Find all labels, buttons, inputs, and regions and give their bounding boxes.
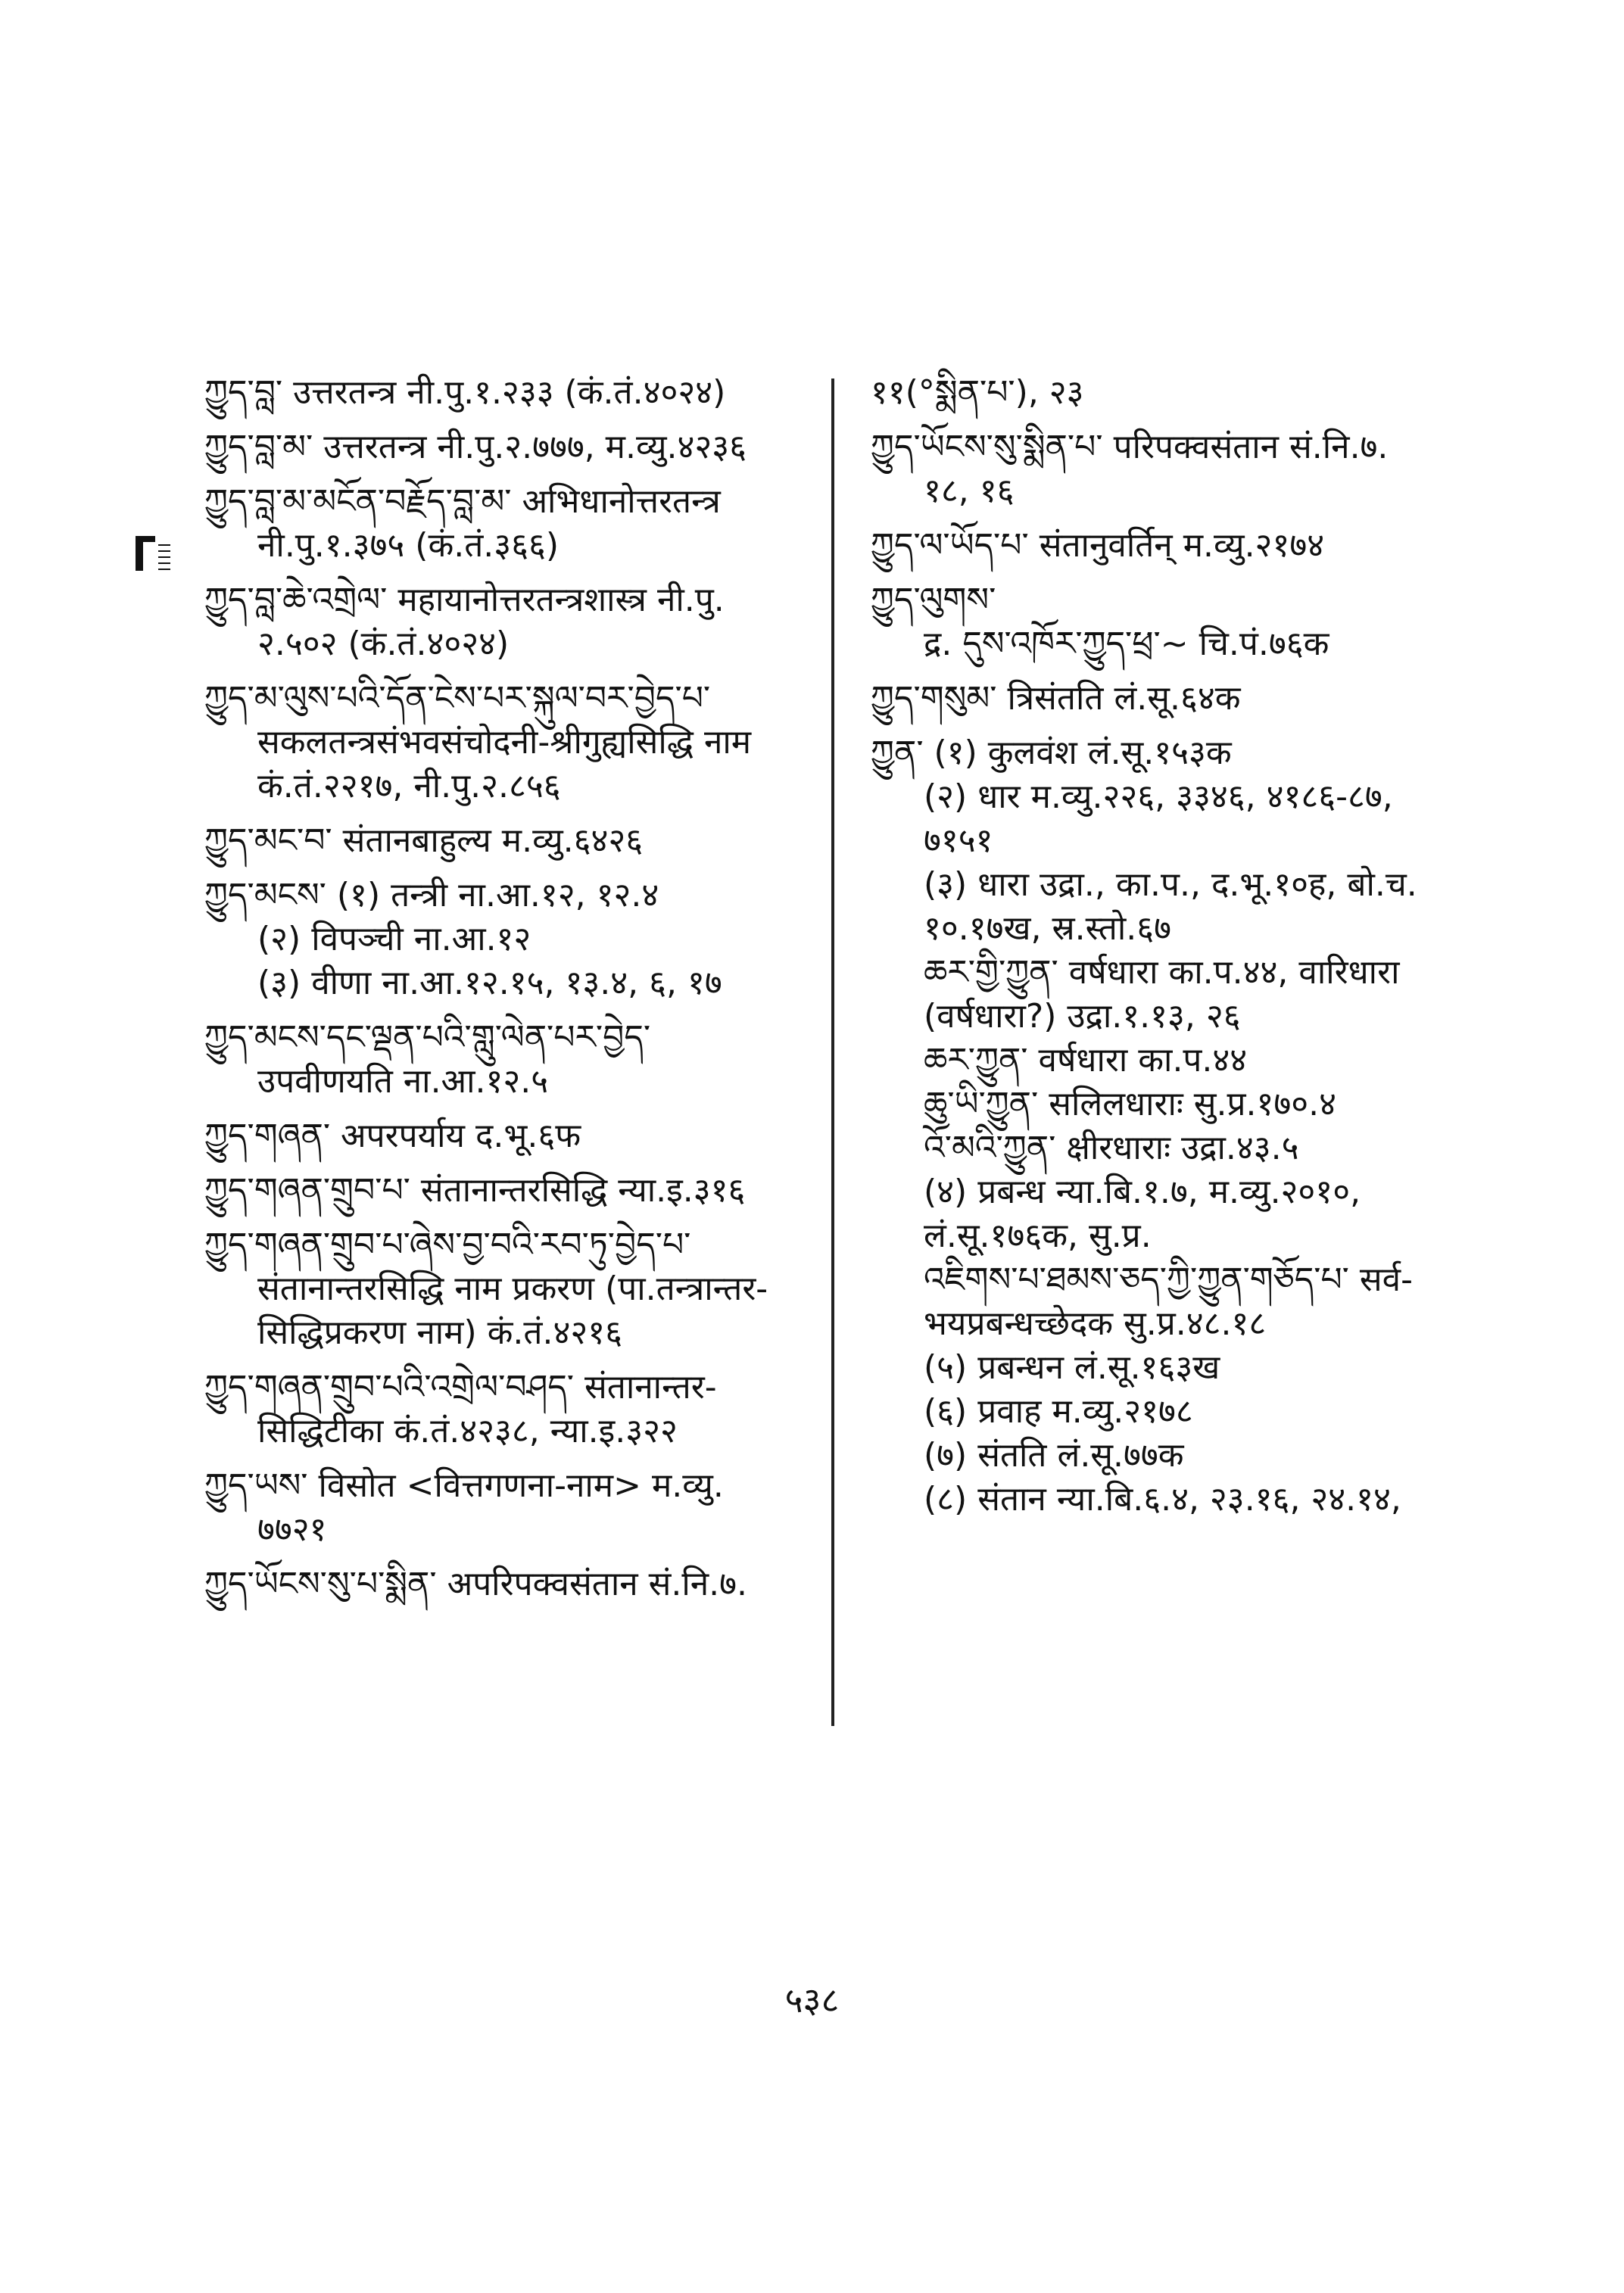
entry-continuation: (३) वीणा ना.आ.१२.१५, १३.४, ६, १७ <box>257 964 722 1002</box>
entry-headline: ཀྱུད་གསུམ་ त्रिसंतति लं.सू.६४क <box>871 679 1241 718</box>
entry-headline: ཀྱུད་ཡོངས་སུ་པ་སྨིན་ अपरिपक्वसंतान सं.नि.७. <box>204 1565 748 1603</box>
margin-tab-mark <box>132 530 178 590</box>
entry-headline: ཀྱུད་ཡོངས་སུ་སྨིན་པ་ परिपक्वसंतान सं.नि.७. <box>871 428 1389 466</box>
dictionary-entry <box>871 731 1476 1522</box>
entry-headline: ཀྱུད་བླ་ उत्तरतन्त्र नी.पु.१.२३३ (कं.तं.४०२४) <box>204 373 726 412</box>
entry-continuation: भयप्रबन्धच्छेदक सु.प्र.४८.१८ <box>924 1304 1267 1343</box>
entry-headline: ཀྱུད་བླ་མ་མངོན་བརྗོད་བླ་མ་ अभिधानोत्तरतन्त्र <box>204 482 721 521</box>
entry-headline: ཀྱུད་མངས་ (१) तन्त्री ना.आ.१२, १२.४ <box>204 876 659 914</box>
entry-continuation: नी.पु.१.३७५ (कं.तं.३६६) <box>257 526 560 565</box>
entry-headline: ཀྱུད་གཞན་གྲུབ་པ་ संतानान्तरसिद्धि न्या.इ.३१६ <box>204 1171 746 1210</box>
entry-headline: ཀྱུད་མང་བ་ संतानबाहुल्य म.व्यु.६४२६ <box>204 821 644 860</box>
dictionary-entry <box>871 524 1476 568</box>
entry-continuation: ཆར་གྱི་ཀྱུན་ वर्षधारा का.प.४४, वारिधारा <box>924 953 1400 992</box>
entry-headline: ཀྱུད་གཞན་གྲུབ་པའི་འགྲེལ་བཤད་ संतानान्तर- <box>204 1368 717 1407</box>
dictionary-entry <box>871 371 1476 415</box>
entry-headline: ཀྱུད་ཡས་ विसोत <वित्तगणना-नाम> म.व्यु. <box>204 1466 724 1505</box>
dictionary-entry <box>204 874 803 1005</box>
dictionary-entry <box>871 677 1476 721</box>
entry-headline: ཀྱུད་གཞན་གྲུབ་པ་ཞེས་བྱ་བའི་རབ་ཏུ་བྱེད་པ་ <box>204 1226 691 1264</box>
dictionary-entry <box>204 819 803 863</box>
dictionary-entry <box>871 425 1476 513</box>
entry-headline: ཀྱུད་བླ་མ་ उत्तरतन्त्र नी.पु.२.७७७, म.व्यु.४२३६ <box>204 428 747 466</box>
entry-headline: ཀྱུད་མངས་དང་ལྡན་པའི་གླུ་ལེན་པར་བྱེད་ <box>204 1018 651 1057</box>
page-number: ५३८ <box>784 1980 840 2020</box>
entry-continuation: कं.तं.२२१७, नी.पु.२.८५६ <box>257 767 561 805</box>
entry-headline: ཀྱུད་བླ་ཆེ་འགྲེལ་ महायानोत्तरतन्त्रशास्त्र नी.पु. <box>204 581 725 619</box>
entry-continuation: འཇིགས་པ་ཐམས་ཅད་ཀྱི་ཀྱུན་གཅོད་པ་ सर्व- <box>924 1260 1413 1299</box>
dictionary-entry <box>204 1464 803 1552</box>
entry-continuation: लं.सू.१७६क, सु.प्र. <box>924 1217 1152 1255</box>
left-column <box>204 371 803 1617</box>
entry-continuation: सिद्धिटीका कं.तं.४२३८, न्या.इ.३२२ <box>257 1412 678 1450</box>
entry-continuation: (८) संतान न्या.बि.६.४, २३.१६, २४.१४, <box>924 1480 1401 1519</box>
entry-continuation: (७) संतति लं.सू.७७क <box>924 1436 1184 1475</box>
dictionary-entry <box>204 1016 803 1104</box>
entry-continuation: ७१५१ <box>924 821 993 860</box>
entry-headline: ཀྱུད་ལ་ཡོད་པ་ संतानुवर्तिन् म.व्यु.२१७४ <box>871 526 1325 565</box>
entry-continuation: ཆར་ཀྱུན་ वर्षधारा का.प.४४ <box>924 1041 1248 1080</box>
entry-headline: ཀྱུད་ལུགས་ <box>871 581 996 619</box>
entry-continuation: ७७२१ <box>257 1510 327 1549</box>
right-column <box>871 371 1476 1532</box>
entry-continuation: (२) विपञ्ची ना.आ.१२ <box>257 920 531 958</box>
dictionary-entry <box>204 677 803 808</box>
column-divider <box>831 379 834 1726</box>
entry-continuation: ཆུ་ཡི་ཀྱུན་ सलिलधाराः सु.प्र.१७०.४ <box>924 1085 1337 1123</box>
dictionary-entry <box>204 425 803 469</box>
entry-continuation: (३) धारा उद्रा., का.प., द.भू.१०ह, बो.च. <box>924 865 1417 904</box>
entry-continuation: (२) धार म.व्यु.२२६, ३३४६, ४१८६-८७, <box>924 777 1393 816</box>
entry-continuation: १८, १६ <box>924 472 1015 510</box>
dictionary-entry <box>204 371 803 415</box>
dictionary-entry <box>204 1366 803 1453</box>
entry-continuation: १०.१७ख, स्र.स्तो.६७ <box>924 909 1171 948</box>
entry-continuation: द्र. དུས་འཁོར་ཀྱུད་ཕྲ་~ चि.पं.७६क <box>924 625 1329 663</box>
entry-continuation: २.५०२ (कं.तं.४०२४) <box>257 625 510 663</box>
entry-continuation: (वर्षधारा?) उद्रा.१.१३, २६ <box>924 997 1241 1036</box>
dictionary-entry <box>204 480 803 568</box>
entry-continuation: सकलतन्त्रसंभवसंचोदनी-श्रीगुह्यसिद्धि नाम <box>257 723 752 762</box>
dictionary-entry <box>204 1223 803 1355</box>
dictionary-entry <box>871 578 1476 666</box>
entry-continuation: (५) प्रबन्धन लं.सू.१६३ख <box>924 1348 1220 1387</box>
entry-continuation: (४) प्रबन्ध न्या.बि.१.७, म.व्यु.२०१०, <box>924 1173 1361 1211</box>
dictionary-entry <box>204 1169 803 1213</box>
entry-headline: ཀྱུད་གཞན་ अपरपर्याय द.भू.६फ <box>204 1117 581 1155</box>
entry-continuation: संतानान्तरसिद्धि नाम प्रकरण (पा.तन्त्रान्तर- <box>257 1270 768 1308</box>
dictionary-entry <box>204 1562 803 1606</box>
entry-continuation: (६) प्रवाह म.व्यु.२१७८ <box>924 1392 1193 1431</box>
entry-headline: ཀྱུད་མ་ལུས་པའི་དོན་ངེས་པར་སྐུལ་བར་བྱེད་པ་ <box>204 679 711 718</box>
entry-headline: ११(°སྨིན་པ་), २३ <box>871 373 1084 412</box>
dictionary-entry <box>204 578 803 666</box>
entry-headline: ཀྱུན་ (१) कुलवंश लं.सू.१५३क <box>871 734 1232 772</box>
dictionary-entry <box>204 1114 803 1158</box>
entry-continuation: उपवीणयति ना.आ.१२.५ <box>257 1062 549 1101</box>
entry-continuation: सिद्धिप्रकरण नाम) कं.तं.४२१६ <box>257 1313 622 1352</box>
entry-continuation: འོ་མའི་ཀྱུན་ क्षीरधाराः उद्रा.४३.५ <box>924 1129 1299 1167</box>
